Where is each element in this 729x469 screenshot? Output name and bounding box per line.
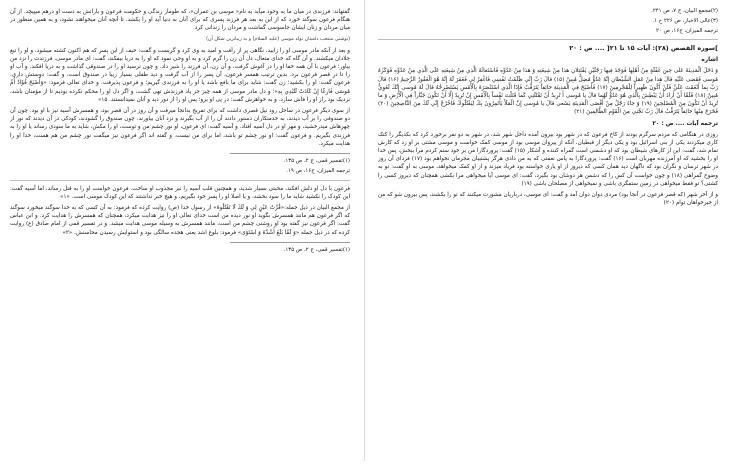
verses-paragraph: وَ دَخَلَ الْمَدِينَةَ عَلى حِينِ غَفْلَةٍ مِنْ أَهْلِها فَوَجَدَ فِيها رَجُلَيْنِ يَقْتَتِلانِ هذا مِنْ شِيعَتِهِ وَ هذا مِنْ عَدُوِّهِ فَاسْتَغاثَهُ الَّذِي مِنْ شِيعَتِهِ عَلَى الَّذِي مِنْ عَدُوِّهِ فَوَكَزَهُ مُوسى فَقَضى عَلَيْهِ قالَ هذا مِنْ عَمَلِ الشَّيْطانِ إِنَّهُ عَدُوٌّ مُضِلٌّ مُبِينٌ (۱۵) قالَ رَبِّ إِنِّي ظَلَمْتُ نَفْسِي فَاغْفِرْ لِي فَغَفَرَ لَهُ إِنَّهُ هُوَ الْغَفُورُ الرَّحِيمُ (۱۶) قالَ رَبِّ بِما أَنْعَمْتَ عَلَيَّ فَلَنْ أَكُونَ ظَهِيراً لِلْمُجْرِمِينَ (۱۷) فَأَصْبَحَ فِي الْمَدِينَةِ خائِفاً يَتَرَقَّبُ فَإِذَا الَّذِي اسْتَنْصَرَهُ بِالْأَمْسِ يَسْتَصْرِخُهُ قالَ لَهُ مُوسى إِنَّكَ لَغَوِيٌّ مُبِينٌ (۱۸) فَلَمَّا أَنْ أَرادَ أَنْ يَبْطِشَ بِالَّذِي هُوَ عَدُوٌّ لَهُما قالَ يا مُوسى أَ تُرِيدُ أَنْ تَقْتُلَنِي كَما قَتَلْتَ نَفْساً بِالْأَمْسِ إِنْ تُرِيدُ إِلَّا أَنْ تَكُونَ جَبَّاراً فِي الْأَرْضِ وَ ما تُرِيدُ أَنْ تَكُونَ مِنَ الْمُصْلِحِينَ (۱۹) وَ جاءَ رَجُلٌ مِنْ أَقْصَى الْمَدِينَةِ يَسْعى قالَ يا مُوسى إِنَّ الْمَلَأَ يَأْتَمِرُونَ بِكَ لِيَقْتُلُوكَ فَاخْرُجْ إِنِّي لَكَ مِنَ النَّاصِحِينَ (۲۰) فَخَرَجَ مِنْها خائِفاً يَتَرَقَّبُ قالَ رَبِّ نَجِّنِي مِنَ الْقَوْمِ الظَّالِمِينَ (۲۱) [378,68,718,116]
right-ref-1: (۲)مجمع البیان، ج ۷، ص ۲۴۱. [651,8,718,14]
left-top-paragraph: گفتهاند: فرزندی در میان ما به وجود میآید به نام« موسی بن عمران»، که طومار زندگی و حکومت فرعون و یارانش به دست او درهم میپیچد. از آن هنگام فرعون سوگند خورد که از این به بعد هر فرزند پسری که برای آنان به دنیا آید او را بکشد. تا آنچه آنان میخواهند نشود، و به همین منظور در میان مردان و زنان ایشان جاسوسی گماشت و مردان را زندانی کرد. [10,9,350,32]
footnote-divider-bottom [230,242,350,243]
left-hadith-paragraph: از مجمع البیان در ذیل جمله:«قُرَّتُ عَيْنٍ لِي وَ لَكَ لَا تَقْتُلُوهُ» از رسول خدا (ص) روایت کرده که فرمود: به آن کسی که به خدا سوگند میخورد سوگند که اگر فرعون هم مانند همسرش بگوید او نور دیده من است خدای تعالی او را نیز هدایت میکرد، همچنان که همسرش را هدایت کرد. و ابن عباس گفت: اگر فرعون نیز گفته بود او روشنی چشم من است، مانند همسرش به وسیله موسی هدایت میشد. و در تفسیر قمی از امام صادق (ع) روایت کرده که در ذیل جمله «وَ لَمَّا بَلَغَ أَشُدَّهُ وَ اسْتَوَى» فرمود: بلوغ اشد یعنی هجده سالگی بود و استوایش رسیدن محاسنش. «۳» [10,205,350,236]
left-footnote-bottom-1: (۱)تفسیر قمی، ج ۲، ص ۱۳۵. [283,246,350,253]
left-main-paragraph: و بعد از آنکه مادر موسی او را زایید، نگاهی پر از رأفت و امید به وی کرد و گریست و گفت: حیف از این پسر که هم اکنون کشته میشود، و او را تیغ جلادان میکشند. و آن گاه که خدای متعال، دل آن زن را گرم کرد و به او وحی نمود که او را به دریا بیفکند، گفت: ای مادر موسی، فرزندت را نزد من بیاور؛ فرعون با آن همه خفا او را در آغوش گرفت، و آن زن، آن فرزند را شیر داد. و چون ترسید او را در صندوقی گذاشت و به دریا افکند. و آب او را تا درِ قصر فرعون برد. بدین ترتیب همسر فرعون، آن پسر را از آب گرفت و دید طفلی بسیار زیبا در صندوق است، و گفت: دوستش داری. فرعون گفت: او را بکشید؛ زن گفت: شاید برای ما نافع باشد یا او را به فرزندی گیریم؛ و فرعون پذیرفت. و خدای تعالی فرمود: «وَأَصْبَحَ فُؤَادُ أُمِّ مُوسَى فَارِغًا إِنْ كَادَتْ لَتُبْدِي بِهِ»؛ و دل مادر موسی از همه چیز جز یاد فرزندش تهی گشت، و اگر دل او را محکم نکرده بودیم تا از مؤمنان باشد، نزدیک بود راز او را فاش سازد. و به خواهرش گفت: در پی او برو؛ پس او را از دور دید و آنان نمیدانستند. ۱۵» [10,47,350,103]
left-page [10,0,350,469]
section-title: ]سوره القصص (۲۸): آیات ۱۵ تا ۲۱[ .... ص : ۲۰ [569,44,718,53]
translation-title: ترجمه آیات .... ص : ۲۰ [652,120,718,127]
left-caption: (نوشتی منتخب داستان تولد موسی (علیه السلام) و به زیباترین شکل آن) [206,36,350,42]
sub-title: اشاره [701,57,718,64]
left-third-paragraph: فرعون با دل او دلش افکند، محبتی بسیار شدید، و همچنین قلب آسیه را نیز مجذوب او ساخت. فرعون خواست او را به قتل رساند، اما آسیه گفت: این کودک را نکشید شاید ما را سود بخشد، و یا اصلا او را پسر خود بگیریم، و هیچ خبر نداشتند که این کودک موسی است. «۱» [10,185,350,200]
page-gutter [364,0,365,461]
translation-paragraph: روزی در هنگامی که مردم سرگرم بودند از کاخ فرعون که در شهر بود بیرون آمده داخل شهر شد، در شهر به دو نفر برخورد کرد که بکدیگر را کتک کاری میکردند یکی از بنی اسرائیل بود و یکی دیگر از قبطیان، آنکه از پیروان موسی بود از موسی کمک خواست و موسی مشتی بر او زد که کارش تمام شد، گفت: این از کارهای شیطان بود که او دشمنی است گمراه کننده و آشکار (۱۵) گفت: پروردگارا من بر خود ستم کردم مرا ببخش، پس خدا او را بخشید که او آمرزنده مهربان است (۱۶) گفت: پروردگارا به پاس نعمتی که به من دادی هرگز پشتیبان مجرمان نخواهم بود (۱۷) فردای آن روز در شهر ترسان و نگران بود که ناگهان دید همان کسی که دیروز از او یاری خواسته بود فریاد میزند و از او کمک میخواهد، موسی به او گفت: تو به وضوح گمراهی (۱۸) و چون خواست آن کس را که دشمن هر دوشان بود بگیرد، گفت: ای موسی آیا میخواهی مرا بکشی همچنان که دیروز کسی را کشتی؟ تو فقط میخواهی در زمین ستمگری باشی و نمیخواهی از مصلحان باشی (۱۹) [378,131,718,187]
left-footnote-2: ترجمه المیزان، ج۱۶، ص ۱۹. [286,167,350,174]
right-page [378,0,718,469]
right-ref-2: (۳)عالی الاخبار، ص ۲۲۶ ح ۱. [652,17,718,24]
left-footnote-1: (۱)تفسیر قمی، ج ۲، ص ۱۳۵. [283,158,350,165]
right-ref-3: ترجمه المیزان، ج۱۶، ص ۲۰ [655,27,718,34]
left-second-paragraph: از سوی دیگر فرعون در ساحل رود نیل قصری داشت که برای تفریح بدانجا میرفت و آن روز در آن قصر بود، و همسرش آسیه نیز با او بود. چون آن دو صندوقی را بر آب دیدند، به خدمتکاران دستور دادند آن را از آب بگیرند و نزد آنان بیاورند. چون صندوق را گشودند، کودکی در آن دیدند که نور از چهرهاش میدرخشید، و مهر او در دل آسیه افتاد. و آسیه گفت: ای فرعون، او نور چشم من و توست، او را مکش، شاید به ما سودی رساند یا او را به فرزندی بگیریم. و فرعون گفت: او نور چشم تو باشد، اما برای من نیست. و گفته اند اگر فرعون نیز میگفت نور چشم من هم هست، خدا او را هدایت میکرد. [10,108,350,147]
section-separator [10,180,350,181]
right-separator [378,39,718,40]
last-paragraph: و از آخر شهر (که قصر فرعون در آنجا بود) مردی دوان دوان آمد و گفت: ای موسی، درباریان مشورت میکنند که تو را بکشند، پس بیرون شو که من از خیرخواهان توام (۲۰) [378,192,718,207]
footnote-divider [230,153,350,154]
